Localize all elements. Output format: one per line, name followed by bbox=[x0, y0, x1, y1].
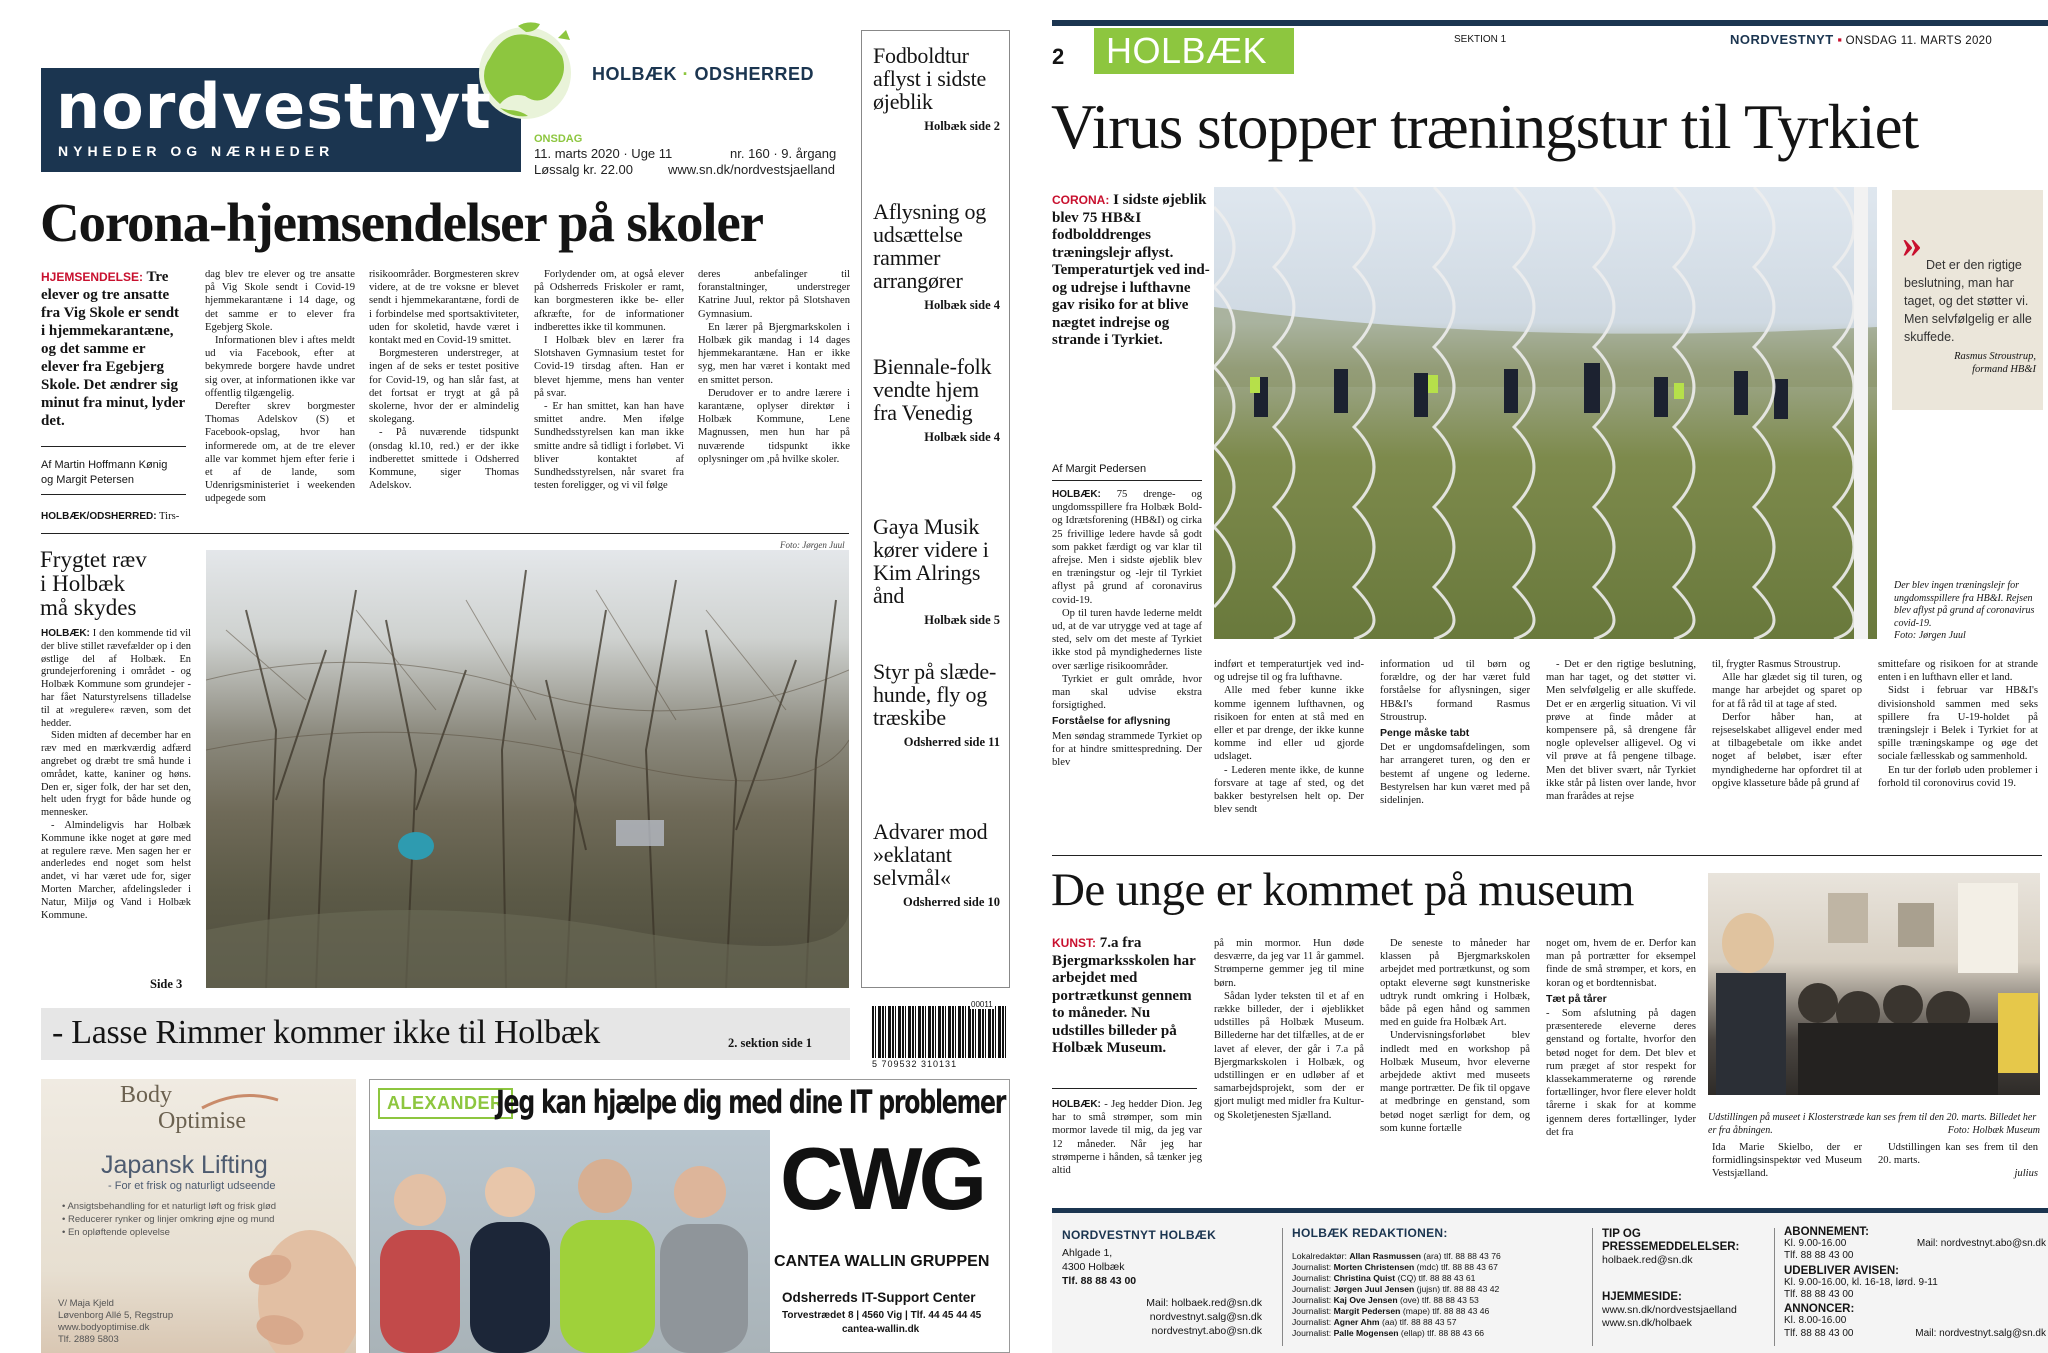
footer-divider bbox=[1592, 1228, 1593, 1346]
footer-col1-city: 4300 Holbæk bbox=[1062, 1261, 1125, 1273]
lead-intro bbox=[41, 268, 186, 430]
virus-col-3 bbox=[1380, 658, 1530, 807]
virus-col-6 bbox=[1878, 658, 2038, 790]
virus-col2-p1: indført et temperaturtjek ved ind- og udrejse til og fra lufthavne. bbox=[1214, 659, 1364, 684]
virus-subhead-1: Forståelse for aflysning bbox=[1052, 715, 1171, 728]
footer-divider bbox=[1774, 1228, 1775, 1346]
rail-title: Styr på slæde-hunde, fly og træskibe bbox=[873, 659, 997, 730]
fox-headline-1: Frygtet ræv bbox=[40, 547, 147, 572]
staff-row: Lokalredaktør: Allan Rasmussen (ara) tlf. 88 88 43 76 bbox=[1292, 1251, 1501, 1261]
rail-ref: Holbæk side 5 bbox=[924, 613, 1000, 627]
fox-body bbox=[41, 628, 191, 922]
virus-col-1 bbox=[1052, 488, 1202, 769]
rail-item[interactable] bbox=[873, 820, 1000, 960]
virus-kicker: CORONA: bbox=[1052, 193, 1110, 207]
rail-item[interactable] bbox=[873, 515, 1000, 660]
rail-ref: Holbæk side 4 bbox=[924, 430, 1000, 444]
ad-body-contact-web[interactable]: www.bodyoptimise.dk bbox=[58, 1322, 150, 1333]
museum-col4-p1: noget om, hvem de er. Derfor kan man på portrætter for eksempel finde de små strømper, et kors, en koran og et bordtennisbat. bbox=[1546, 938, 1696, 989]
top-rule bbox=[1052, 20, 2048, 26]
fox-headline-3: må skydes bbox=[40, 595, 137, 620]
staff-row: Journalist: Morten Christensen (mdc) tlf. 88 88 43 67 bbox=[1292, 1262, 1498, 1272]
footer-col1-addr: Ahlgade 1, bbox=[1062, 1247, 1113, 1259]
footer-col4-hours-2: Kl. 9.00-16.00, kl. 16-18, lørd. 9-11 bbox=[1784, 1276, 1938, 1288]
teaser-bar-text: - Lasse Rimmer kommer ikke til Holbæk bbox=[52, 1014, 600, 1051]
virus-caption bbox=[1894, 580, 2044, 643]
lead-col-3 bbox=[534, 268, 684, 492]
museum-caption-text: Udstillingen på museet i Klosterstræde kan ses frem til den 20. marts. Billedet her er fra åbningen. bbox=[1708, 1112, 2037, 1136]
virus-col4-p1: - Det er den rigtige beslutning, man har taget, og det støtter vi. Men selvfølgelig er alle skuffede. Det er en ærgerlig situation. Vi vil prøve at finde måder at kompensere på, så drengene får nogle oplevelser alligevel. Og vi vil prøve at få pengene tilbage. Men det bliver svært, når Tyrkiet ikke står på listen over lande, hvor man frarådes at rejse bbox=[1546, 659, 1696, 803]
virus-col-5 bbox=[1712, 658, 1862, 790]
rail-ref: Holbæk side 4 bbox=[924, 298, 1000, 312]
footer-col1-mail1[interactable]: Mail: holbaek.red@sn.dk bbox=[1146, 1297, 1262, 1309]
issue-number: nr. 160 · 9. årgang bbox=[730, 146, 837, 161]
teaser-rail-items bbox=[873, 44, 1000, 960]
footer-col-4 bbox=[1784, 1226, 2046, 1340]
museum-crowd-icon bbox=[1708, 873, 2040, 1095]
fox-page-ref[interactable]: Side 3 bbox=[150, 977, 183, 991]
lead-headline: Corona-hjemsendelser på skoler bbox=[40, 192, 763, 253]
rail-title: Advarer mod »eklatant selvmål« bbox=[873, 819, 988, 890]
page-number: 2 bbox=[1052, 44, 1065, 69]
rail-item[interactable] bbox=[873, 200, 1000, 355]
museum-col3-p1: De seneste to måneder har klassen på Bjergmarkskolen arbejdet med portrætkunst, og som optakt eleverne søgt kunstneriske udtryk rundt omkring i Holbæk, både på egen hånd og sammen med en guide fra Holbæk Art. bbox=[1380, 938, 1530, 1029]
staff-row: Journalist: Jørgen Juul Jensen (jujsn) tlf. 88 88 43 42 bbox=[1292, 1284, 1500, 1294]
rail-item[interactable] bbox=[873, 44, 1000, 200]
museum-kicker: KUNST: bbox=[1052, 936, 1096, 950]
virus-subhead-2: Penge måske tabt bbox=[1380, 727, 1470, 740]
lead-intro-text: Tre elever og tre ansatte fra Vig Skole er sendt i hjemmekarantæne, og det samme er elever fra Egebjerg Skole. Det ændrer sig minut fra minut, lyder det. bbox=[41, 269, 185, 429]
footer-col4-phone-2: Tlf. 88 88 43 00 bbox=[1784, 1289, 1854, 1301]
museum-col4-p2: - Som afslutning på dagen præsenterede eleverne deres genstand og fortalte, hvorfor den betød noget for dem. Det blev et rum præget af stor respekt for klassekammeraterne og rørende fortællinger, hvor flere elever holdt tårerne i skak for at komme igennem deres fortællinger, lyder det fra bbox=[1546, 1008, 1696, 1138]
virus-dateline: HOLBÆK: bbox=[1052, 489, 1101, 500]
footer-col1-title: NORDVESTNYT HOLBÆK bbox=[1062, 1228, 1217, 1242]
rail-title: Biennale-folk vendte hjem fra Venedig bbox=[873, 354, 992, 425]
museum-photo bbox=[1708, 873, 2040, 1095]
museum-col-6 bbox=[1878, 1141, 2038, 1181]
lead-col2-p1: risikoområder. Borgmesteren skrev videre, at de tre voksne er blevet sendt i hjemmekarantæne, fordi de i forbindelse med sportsaktiviteter, uden for skoletid, havde været i kontakt med en Covid-19 smittet. bbox=[369, 269, 519, 347]
virus-caption-text: Der blev ingen træningslejr for ungdomsspillere fra HB&I. Rejsen blev aflyst på grund af coronavirus covid-19. bbox=[1894, 580, 2035, 629]
virus-headline: Virus stopper træningstur til Tyrkiet bbox=[1051, 92, 1919, 162]
rail-ref: Holbæk side 2 bbox=[924, 119, 1000, 133]
lead-col3-p3: - Er han smittet, kan han have smittet andre. Men ifølge Sundhedsstyrelsen kan man ikke smitte andre så tidligt i forløbet. Vi bliver kontaktet af Sundhedsstyrelsen, når svaret fra testen foreligger, og vi vil følge bbox=[534, 401, 684, 492]
staff-row: Journalist: Margit Pedersen (mape) tlf. 88 88 43 46 bbox=[1292, 1306, 1490, 1316]
region-1: HOLBÆK bbox=[592, 64, 677, 84]
fox-photo-credit: Foto: Jørgen Juul bbox=[780, 540, 845, 550]
section-label: HOLBÆK bbox=[1094, 28, 1294, 74]
quote-text: Det er den rigtige beslutning, man har taget, og det støtter vi. Men selvfølgelig er alle skuffede. bbox=[1904, 258, 2032, 344]
museum-subhead-1: Tæt på tårer bbox=[1546, 992, 1607, 1005]
footer-col3-web1[interactable]: www.sn.dk/nordvestsjaelland bbox=[1602, 1304, 1737, 1316]
rail-ref: Odsherred side 11 bbox=[903, 735, 1000, 749]
rail-title: Aflysning og udsættelse rammer arrangører bbox=[873, 199, 987, 293]
fox-photo bbox=[206, 550, 849, 988]
virus-byline: Af Margit Pedersen bbox=[1052, 463, 1147, 475]
lead-col-2 bbox=[369, 268, 519, 492]
virus-col2-p3: - Lederen mente ikke, de kunne forsvare at tage af sted, og det bakker bestyrelsen helt op. Der blev sendt bbox=[1214, 764, 1364, 816]
section-rule bbox=[41, 533, 849, 534]
footer-col2-title: HOLBÆK REDAKTIONEN: bbox=[1292, 1226, 1448, 1240]
ad-body-contact-addr: Løvenborg Allé 5, Regstrup bbox=[58, 1310, 174, 1321]
footer-col4-hours-3: Kl. 8.00-16.00 bbox=[1784, 1315, 1847, 1327]
ad-cwg-company: CANTEA WALLIN GRUPPEN bbox=[774, 1253, 990, 1270]
virus-col3-p1: information ud til børn og forældre, og der har været fuld forståelse for aflysningen, siger HB&I's formand Rasmus Stroustrup. bbox=[1380, 659, 1530, 723]
website-link[interactable]: www.sn.dk/nordvestsjaelland bbox=[668, 162, 835, 177]
ad-cwg-center: Odsherreds IT-Support Center bbox=[782, 1290, 976, 1305]
ad-body-contact bbox=[58, 1298, 173, 1346]
rail-title: Fodboldtur aflyst i sidste øjeblik bbox=[873, 43, 987, 114]
face-massage-icon bbox=[240, 1210, 356, 1353]
virus-caption-credit: Foto: Jørgen Juul bbox=[1894, 630, 1966, 641]
virus-col6-p2: Sidst i februar var HB&I's divisionshold sammen med seks spillere fra U-19-holdet på træningslejr i Belek i Tyrkiet for at spille træningskampe og øge det sociale fællesskab og sammenhold. bbox=[1878, 685, 2038, 763]
museum-intro-text: 7.a fra Bjergmarksskolen har arbejdet med portrætkunst gennem to måneder. Nu udstilles billeder på Holbæk Museum. bbox=[1052, 935, 1196, 1056]
footer-col3-title-2: PRESSEMEDDELELSER: bbox=[1602, 1241, 1740, 1253]
barcode-bottom: 5 709532 310131 bbox=[872, 1059, 958, 1069]
museum-intro-rule bbox=[1052, 1088, 1197, 1089]
swoosh-icon bbox=[200, 1092, 280, 1117]
museum-col1-p1: - Jeg hedder Dion. Jeg har to små strømper, som min mormor lavede til mig, da jeg var 12 måneder. Når jeg har strømperne i hånden, så tænker jeg altid bbox=[1052, 1099, 1202, 1177]
lead-col1-p1: dag blev tre elever og tre ansatte på Vig Skole sendt i Covid-19 hjemmekarantæne i 14 dage, og det samme er to elever fra Egebjerg Skole. bbox=[205, 269, 355, 333]
footer-divider bbox=[1282, 1228, 1283, 1346]
virus-col-4 bbox=[1546, 658, 1696, 803]
quote-author bbox=[1900, 350, 2036, 376]
rail-ref: Odsherred side 10 bbox=[903, 895, 1000, 909]
virus-col1-p2: Op til turen havde lederne meldt ud, at de var utrygge ved at tage af sted, selv om det meste af Tyrkiet ikke stod på myndighedernes liste over særlige risikoområder. bbox=[1052, 607, 1202, 672]
museum-col-5 bbox=[1712, 1141, 1862, 1181]
issue-price: Løssalg kr. 22.00 bbox=[534, 162, 633, 177]
footer-col1-phone: Tlf. 88 88 43 00 bbox=[1062, 1275, 1137, 1287]
ad-body-bullet: • En opløftende oplevelse bbox=[62, 1227, 170, 1238]
museum-headline: De unge er kommet på museum bbox=[1051, 864, 1634, 916]
museum-col-4 bbox=[1546, 937, 1696, 1139]
fox-text-3: - Almindeligvis har Holbæk Kommune ikke noget at gøre med at regulere ræve. Men sagen her er anderledes end noget som helst andet, vi har været ude for, siger Morten Marcher, afdelingsleder i Natur, Miljø og Vand i Holbæk Kommune. bbox=[41, 819, 191, 921]
footer-col4-phone-1: Tlf. 88 88 43 00 bbox=[1784, 1250, 1854, 1262]
ad-body-bullet: • Ansigtsbehandling for et naturligt løft og frisk glød bbox=[62, 1201, 277, 1212]
virus-col6-p1: smittefare og risikoen for at strande enten i en lufthavn eller et land. bbox=[1878, 659, 2038, 684]
byline-rule-top bbox=[41, 446, 186, 447]
ad-cwg-tag: ALEXANDER bbox=[378, 1088, 513, 1119]
quote-mark: » bbox=[1902, 221, 1922, 266]
section-number: SEKTION 1 bbox=[1454, 34, 1507, 45]
footer-col-2 bbox=[1292, 1228, 1582, 1339]
lead-dateline bbox=[41, 510, 191, 523]
lead-col2-p2: Borgmesteren understreger, at ingen af de seks er testet positive for Covid-19, og han slår fast, at det fortsat er trygt at gå på skolerne, hvor der er almindelig skolegang. bbox=[369, 348, 519, 426]
virus-byline-rule bbox=[1052, 480, 1202, 481]
museum-col2-p1: på min mormor. Hun døde desværre, da jeg var 11 år gammel. Strømperne gemmer jeg til mine børn. bbox=[1214, 938, 1364, 989]
ad-body-bullet: • Reducerer rynker og linjer omkring øjne og mund bbox=[62, 1214, 275, 1225]
lead-col4-p2: En lærer på Bjergmarkskolen i Holbæk gik mandag i 14 dages hjemmekarantæne. Han er ikke syg, men har været i kontakt med en smittet person. bbox=[698, 321, 850, 386]
teaser-bar-ref: 2. sektion side 1 bbox=[728, 1036, 813, 1050]
footer-col4-title-2: UDEBLIVER AVISEN: bbox=[1784, 1264, 1900, 1277]
virus-photo bbox=[1214, 187, 1877, 639]
byline-rule-bottom bbox=[41, 494, 186, 495]
lead-first-words: Tirs- bbox=[159, 511, 180, 522]
footer-col4-title-3: ANNONCER: bbox=[1784, 1303, 1855, 1316]
lead-byline-2: og Margit Petersen bbox=[41, 474, 134, 486]
ad-body-brand-2: Optimise bbox=[158, 1108, 246, 1134]
barcode-icon bbox=[872, 1006, 1006, 1058]
rail-item[interactable] bbox=[873, 355, 1000, 515]
museum-caption bbox=[1708, 1112, 2040, 1137]
right-section-rule bbox=[1052, 855, 2042, 856]
fox-text-1: I den kommende tid vil der blive stillet rævefælder op i den østlige del af Holbæk. En grundejerforening i området - og Holbæk Kommune som grundejer - har fået Naturstyrelsens tilladelse til at »regulere« ræven, som det hedder. bbox=[41, 628, 191, 729]
virus-intro bbox=[1052, 192, 1210, 350]
ad-body-subtitle: - For et frisk og naturligt udseende bbox=[108, 1180, 276, 1192]
museum-col6-p1: Udstillingen kan ses frem til den 20. marts. bbox=[1878, 1142, 2038, 1167]
issue-date: 11. marts 2020 · Uge 11 bbox=[534, 146, 673, 161]
lead-col4-p3: Derudover er to andre lærere i karantæne, oplyser direktør i Holbæk Kommune, Lene Magnussen, men hun har på nuværende tidspunkt ikke oplysninger om ,på hvilke skoler. bbox=[698, 387, 850, 465]
museum-col2-p2: Sådan lyder teksten til et af en række billeder, der i øjeblikket udstilles på Holbæk Museum. Billederne har det tilfælles, at de er lavet af elever, der går i 7.a på Bjergmarkskolen i Holbæk, og udstillingen er en udløber af et samarbejdsprojekt, som der er gjort muligt med midler fra Kultur- og Skoletjenesten Sjælland. bbox=[1214, 990, 1364, 1121]
staff-row: Journalist: Palle Mogensen (ellap) tlf. 88 88 43 66 bbox=[1292, 1328, 1485, 1338]
virus-col5-p2: Alle har glædet sig til turen, og mange har arbejdet og sparet op for at få råd til at tage af sted. bbox=[1712, 672, 1862, 710]
staff-row: Journalist: Agner Ahm (aa) tlf. 88 88 43 57 bbox=[1292, 1317, 1457, 1327]
museum-caption-credit: Foto: Holbæk Museum bbox=[1947, 1124, 2040, 1136]
rail-title: Gaya Musik kører videre i Kim Alrings ånd bbox=[873, 514, 989, 608]
footer-col4-row: Kl. 9.00-16.00 Mail: nordvestnyt.abo@sn.dk bbox=[1784, 1238, 2046, 1250]
barcode-top: 00011 bbox=[971, 1000, 993, 1009]
footer-col3-mail[interactable]: holbaek.red@sn.dk bbox=[1602, 1254, 1693, 1266]
lead-byline bbox=[41, 458, 191, 488]
lead-col-1 bbox=[205, 268, 355, 506]
lead-col2-p3: - På nuværende tidspunkt (onsdag kl.10, red.) er der ikke indberettet smittede i Odsherred Kommune, siger Thomas Adelskov. bbox=[369, 427, 519, 492]
lead-col1-p2: Informationen blev i aftes meldt ud via Facebook, efter at bekymrede borgere havde undret sig over, at informationen ikke var offentlig tilgængelig. bbox=[205, 335, 355, 399]
footer-col1-mail3[interactable]: nordvestnyt.abo@sn.dk bbox=[1151, 1325, 1262, 1337]
staff-row: Journalist: Kaj Ove Jensen (ove) tlf. 88 88 43 53 bbox=[1292, 1295, 1479, 1305]
lead-col-4 bbox=[698, 268, 850, 466]
left-page bbox=[0, 0, 1020, 1353]
header-date: ONSDAG 11. MARTS 2020 bbox=[1845, 35, 1993, 47]
virus-col5-p3: Derfor håber han, at rejseselskabet alligevel ender med at tilbagebetale om ikke andet noget af beløbet, især efter myndighederne har opfordret til at opgive klasseture både på grund af bbox=[1712, 711, 1862, 789]
lead-col1-p3: Derefter skrev borgmester Thomas Adelskov (S) et Facebook-opslag, hvor han informerede om, at de tre elever alle var kommet hjem efter ferie i et af de lande, som Udenrigsministeriet i weekenden udpegede som bbox=[205, 401, 355, 505]
region-label bbox=[592, 64, 814, 85]
virus-col1-p4: Men søndag strammede Tyrkiet op for at hindre smittespredning. Der blev bbox=[1052, 730, 1202, 769]
lead-dateline-label: HOLBÆK/ODSHERRED: bbox=[41, 511, 157, 522]
footer-col3-web2[interactable]: www.sn.dk/holbaek bbox=[1602, 1317, 1692, 1329]
ad-cwg-logo: CWG bbox=[780, 1129, 984, 1228]
virus-col3-p2: Det er ungdomsafdelingen, som har arrangeret turen, og den er bestemt af ungene og lederne. Bestyrelsen har kun været med på sidelinjen. bbox=[1380, 742, 1530, 807]
quote-author-name: Rasmus Stroustrup, bbox=[1954, 351, 2036, 362]
rail-item[interactable] bbox=[873, 660, 1000, 820]
goal-net-icon bbox=[1214, 187, 1877, 639]
ad-cwg-headline: Jeg kan hjælpe dig med dine IT problemer bbox=[496, 1083, 1006, 1121]
virus-col-2 bbox=[1214, 658, 1364, 816]
ad-body-brand-1: Body bbox=[120, 1082, 173, 1108]
staff-row: Journalist: Christina Quist (CQ) tlf. 88 88 43 61 bbox=[1292, 1273, 1476, 1283]
ad-body-contact-phone: Tlf. 2889 5803 bbox=[58, 1334, 119, 1345]
virus-col1-p3: Tyrkiet er gult område, hvor man skal udvise ekstra forsigtighed. bbox=[1052, 673, 1202, 712]
museum-col-3 bbox=[1380, 937, 1530, 1135]
lead-col3-p1: Forlydender om, at også elever på Odsherreds Friskoler er ramt, kan borgmesteren ikke be- eller afkræfte, for de informationer indberettes ikke til kommunen. bbox=[534, 269, 684, 333]
lead-col4-p1: deres anbefalinger til foranstaltninger, understreger Katrine Juul, rektor på Slotshaven Gymnasium. bbox=[698, 269, 850, 320]
museum-intro bbox=[1052, 935, 1202, 1058]
logo-tagline: NYHEDER OG NÆRHEDER bbox=[58, 143, 335, 159]
lead-kicker: HJEMSENDELSE: bbox=[41, 270, 144, 284]
ad-body-title: Japansk Lifting bbox=[101, 1151, 268, 1179]
lead-byline-1: Af Martin Hoffmann Kønig bbox=[41, 459, 168, 471]
footer-col-1 bbox=[1062, 1228, 1262, 1338]
fox-headline-2: i Holbæk bbox=[40, 571, 125, 596]
logo-wordmark: nordvestnyt bbox=[56, 70, 492, 143]
virus-intro-text: I sidste øjeblik blev 75 HB&I fodbolddrenges træningslejr aflyst. Temperaturtjek ved ind- og udrejse i lufthavne gav risiko for at blive nægtet indrejse og strande i Tyrkiet. bbox=[1052, 192, 1210, 348]
ad-cwg-web[interactable]: cantea-wallin.dk bbox=[842, 1324, 920, 1335]
footer-col1-mail2[interactable]: nordvestnyt.salg@sn.dk bbox=[1149, 1311, 1262, 1323]
footer-col3-title-1: TIP OG bbox=[1602, 1228, 1641, 1240]
virus-col1-p1: 75 drenge- og ungdomsspillere fra Holbæk Bold- og Idrætsforening (HB&I) og cirka 25 frivillige ledere havde så godt som pakket færdigt og var klar til afrejse. Men i sidste øjeblik blev en træningstur og -lejr til Tyrkiet aflyst på grund af coronavirus covid-19. bbox=[1052, 489, 1202, 606]
museum-col3-p2: Undervisningsforløbet blev indledt med en workshop på Holbæk Museum, hvor eleverne arbejdede aktivt med museets mange portrætter. De fik til opgave at medbringe en genstand, som betød noget særligt for dem, og som kunne fortælle bbox=[1380, 1030, 1530, 1134]
ad-cwg-address: Torvestrædet 8 | 4560 Vig | Tlf. 44 45 44 45 bbox=[782, 1310, 982, 1321]
virus-col5-p1: til, frygter Rasmus Stroustrup. bbox=[1712, 659, 1841, 670]
ad-cwg-staff-photo bbox=[370, 1130, 770, 1353]
footer-col3-title-3: HJEMMESIDE: bbox=[1602, 1291, 1682, 1303]
header-bullet-icon: ▪ bbox=[1837, 32, 1842, 47]
fox-text-2: Siden midten af december har en ræv med en mærkværdig adfærd angrebet og dræbt tre små hunde i området, katte, kaniner og høns. Den er, siger folk, der har set den, helt uden frygt for både hunde og mennesker. bbox=[41, 730, 191, 819]
museum-byline: julius bbox=[2014, 1168, 2038, 1180]
ad-body-contact-name: V/ Maja Kjeld bbox=[58, 1298, 114, 1309]
quote-author-role: formand HB&I bbox=[1972, 364, 2036, 375]
museum-col5-p1: Ida Marie Skielbo, der er formidlingsinspektør ved Museum Vestsjælland. bbox=[1712, 1142, 1862, 1180]
issue-day: ONSDAG bbox=[534, 133, 583, 145]
right-page bbox=[1020, 0, 2048, 1353]
region-separator: · bbox=[682, 64, 690, 84]
museum-col-1 bbox=[1052, 1098, 1202, 1177]
lead-col3-p2: I Holbæk blev en lærer fra Slotshaven Gymnasium testet for Covid-19 tirsdag aften. Han er blevet hjemme, mens han venter på svar. bbox=[534, 335, 684, 399]
region-2: ODSHERRED bbox=[694, 64, 815, 84]
tree-thicket-icon bbox=[206, 550, 849, 988]
fox-headline bbox=[40, 548, 200, 620]
header-paper-name: NORDVESTNYT bbox=[1730, 32, 1834, 47]
virus-col2-p2: Alle med feber kunne ikke komme igennem lufthavnen, og risikoen for enten at stå med en eller et par drenge, der ikke kunne komme ind eller ud gjorde udslaget. bbox=[1214, 685, 1364, 763]
footer-col4-title-1: ABONNEMENT: bbox=[1784, 1226, 1869, 1238]
fox-dateline: HOLBÆK: bbox=[41, 628, 90, 639]
virus-col6-p3: En tur der forløb uden problemer i forhold til coronovirus covid 19. bbox=[1878, 764, 2038, 789]
footer-col-3 bbox=[1602, 1228, 1762, 1330]
museum-col-2 bbox=[1214, 937, 1364, 1122]
museum-dateline: HOLBÆK: bbox=[1052, 1099, 1101, 1110]
header-paper bbox=[1730, 32, 1992, 47]
footer-col4-row: Tlf. 88 88 43 00 Mail: nordvestnyt.salg@sn.dk bbox=[1784, 1327, 2046, 1339]
